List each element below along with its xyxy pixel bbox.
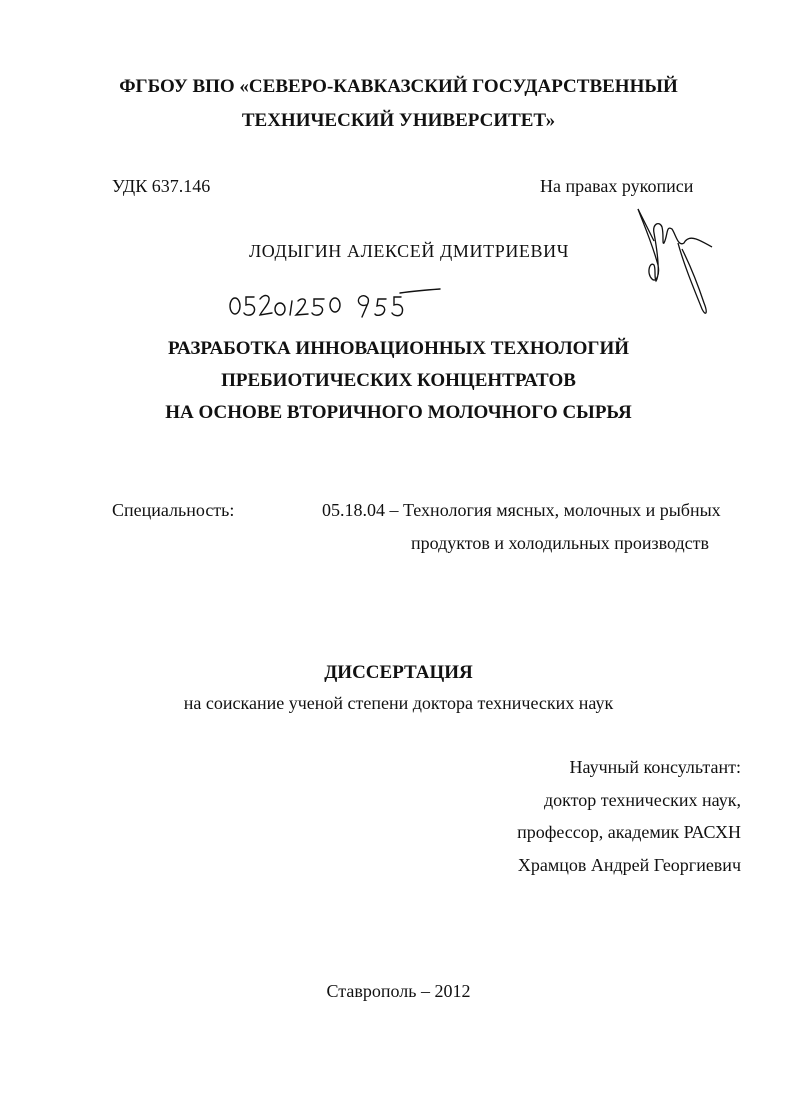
specialty-value-line-1: 05.18.04 – Технология мясных, молочных и рыбных: [322, 500, 721, 520]
consultant-name: Храмцов Андрей Георгиевич: [517, 855, 741, 875]
document-type-subtitle: на соискание ученой степени доктора технических наук: [183, 693, 614, 713]
specialty-value-line-2: продуктов и холодильных производств: [411, 533, 710, 553]
specialty-label: Специальность:: [112, 500, 235, 520]
udk-code: УДК 637.146: [112, 176, 211, 196]
consultant-title: профессор, академик РАСХН: [517, 822, 741, 842]
title-line-2: ПРЕБИОТИЧЕСКИХ КОНЦЕНТРАТОВ: [221, 370, 576, 391]
author-name: ЛОДЫГИН АЛЕКСЕЙ ДМИТРИЕВИЧ: [249, 241, 570, 261]
document-type-heading: ДИССЕРТАЦИЯ: [324, 662, 473, 683]
institution-line-2: ТЕХНИЧЕСКИЙ УНИВЕРСИТЕТ»: [241, 110, 556, 131]
consultant-label: Научный консультант:: [569, 757, 741, 777]
institution-line-1: ФГБОУ ВПО «СЕВЕРО-КАВКАЗСКИЙ ГОСУДАРСТВЕННЫЙ: [119, 76, 678, 97]
title-line-1: РАЗРАБОТКА ИННОВАЦИОННЫХ ТЕХНОЛОГИЙ: [167, 338, 630, 359]
place-and-year: Ставрополь – 2012: [326, 981, 471, 1001]
signature-icon: [620, 195, 730, 325]
handwritten-number-strokes: [226, 285, 456, 325]
title-line-3: НА ОСНОВЕ ВТОРИЧНОГО МОЛОЧНОГО СЫРЬЯ: [165, 402, 632, 423]
manuscript-rights-note: На правах рукописи: [540, 176, 694, 196]
consultant-degree: доктор технических наук,: [544, 790, 741, 810]
